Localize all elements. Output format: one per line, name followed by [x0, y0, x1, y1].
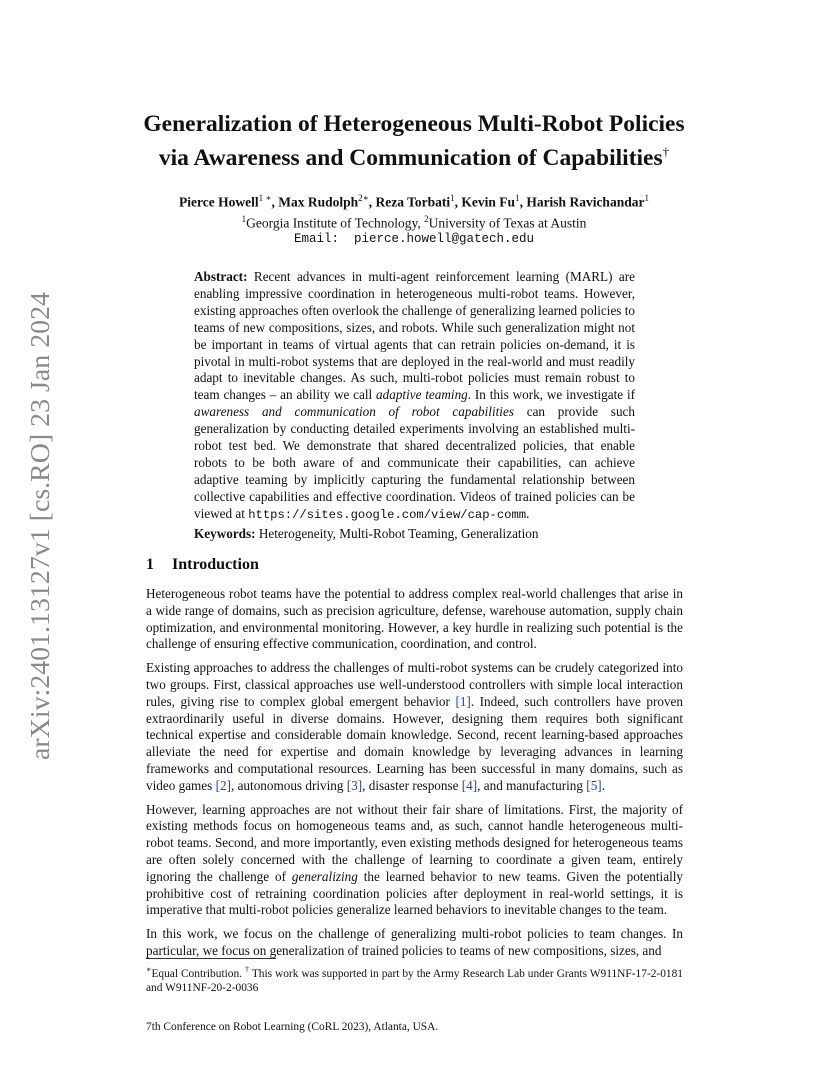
arxiv-stamp [18, 290, 58, 760]
citation-link[interactable]: [2] [215, 777, 231, 793]
venue-line: 7th Conference on Robot Learning (CoRL 2023), Atlanta, USA. [146, 1021, 439, 1033]
author-name: Kevin Fu [461, 194, 516, 210]
title-dagger: † [662, 144, 670, 159]
footnote-rule [146, 958, 276, 959]
keywords: Keywords: Heterogeneity, Multi-Robot Teaming, Generalization [194, 526, 539, 541]
author-name: Harish Ravichandar [526, 194, 645, 210]
affiliations: $^1$Georgia Institute of Technology, $^2$University of Texas at Austin [241, 213, 587, 230]
author-sup: 1 ∗ [258, 193, 272, 203]
paragraph: Existing approaches to address the challenges of multi-robot systems can be crudely categorized into two groups. First, classical approaches use well-understood controllers with simple local interaction rules, giving rise to complex global emergent behavior [1]. Indeed, such controllers have proven extraordinarily useful in diverse domains. However, designing them requires both significant technical expertise and considerable domain knowledge. Second, recent learning-based approaches alleviate the need for expertise and domain knowledge by leveraging advances in learning frameworks and computational resources. Learning has been successful in many domains, such as video games [2], autonomous driving [3], disaster response [4], and manufacturing [5]. [146, 660, 683, 793]
paragraph: In this work, we focus on the challenge of generalizing multi-robot policies to team changes. In particular, we focus on generalization of trained policies to teams of new compositions, sizes, and [146, 926, 683, 958]
title-line-2: via Awareness and Communication of Capabilities† [158, 144, 670, 171]
citation-link[interactable]: [5] [586, 777, 602, 793]
abstract: Abstract: Recent advances in multi-agent reinforcement learning (MARL) are enabling impressive coordination in heterogeneous multi-robot teams. However, existing approaches often overlook the challenge of generalizing learned policies to teams of new compositions, sizes, and robots. While such generalization might not be important in teams of virtual agents that can retrain policies on-demand, it is pivotal in multi-robot systems that are deployed in the real-world and must readily adapt to inevitable changes. As such, multi-robot policies must remain robust to team changes – an ability we call adaptive teaming. In this work, we investigate if awareness and communication of robot capabilities can provide such generalization by conducting detailed experiments involving an established multi-robot test bed. We demonstrate that shared decentralized policies, that enable robots to be both aware of and communicate their capabilities, can achieve adaptive teaming by implicitly capturing the fundamental relationship between collective capabilities and effective coordination. Videos of trained policies can be viewed at https://sites.google.com/view/cap-comm. [194, 269, 636, 522]
author-sup: 1 [450, 193, 455, 203]
author-sup: 1 [644, 193, 649, 203]
author-block [100, 190, 728, 247]
author-name: Reza Torbati [375, 194, 451, 210]
abstract-label: Abstract: [194, 269, 248, 284]
author-name: Max Rudolph [278, 194, 359, 210]
footnote: ∗Equal Contribution. † This work was supported in part by the Army Research Lab under Grants W911NF-17-2-0181 and W911NF-20-2-0036 [146, 965, 683, 994]
author-sup: 2∗ [358, 193, 369, 203]
author-list: Pierce Howell$^{1 ∗}$, Max Rudolph$^{2∗}$, Reza Torbati$^1$, Kevin Fu$^1$, Harish Ravichandar$^1$ [179, 193, 649, 210]
citation-link[interactable]: [3] [346, 777, 363, 793]
paragraph: Heterogeneous robot teams have the potential to address complex real-world challenges that arise in a wide range of domains, such as precision agriculture, defense, warehouse automation, supply chain optimization, and environmental monitoring. However, a key hurdle in realizing such potential is the challenge of ensuring effective communication, coordination, and control. [146, 586, 683, 652]
section-heading: 1 Introduction [146, 556, 259, 573]
author-email: Email: pierce.howell@gatech.edu [293, 232, 535, 246]
arxiv-id: arXiv:2401.13127v1 [cs.RO] 23 Jan 2024 [25, 307, 55, 760]
body-text [146, 586, 683, 967]
paper-title [100, 110, 728, 172]
author-sup: 1 [515, 193, 520, 203]
author-name: Pierce Howell [179, 194, 259, 210]
paragraph: However, learning approaches are not without their fair share of limitations. First, the majority of existing methods focus on homogeneous teams and, as such, cannot handle heterogeneous multi-robot teams. Second, and more importantly, even existing methods designed for heterogeneous teams are often solely concerned with the challenge of learning to coordinate a given team, entirely ignoring the challenge of generalizing the learned behavior to new teams. Given the potentially prohibitive cost of retraining coordination policies after deployment in real-world settings, it is imperative that multi-robot policies generalize learned behaviors to inevitable changes to the team. [146, 801, 684, 918]
project-url-link[interactable]: https://sites.google.com/view/cap-comm [248, 507, 527, 522]
citation-link[interactable]: [1] [455, 693, 471, 709]
title-line-1: Generalization of Heterogeneous Multi-Robot Policies [143, 111, 685, 137]
citation-link[interactable]: [4] [461, 777, 478, 793]
